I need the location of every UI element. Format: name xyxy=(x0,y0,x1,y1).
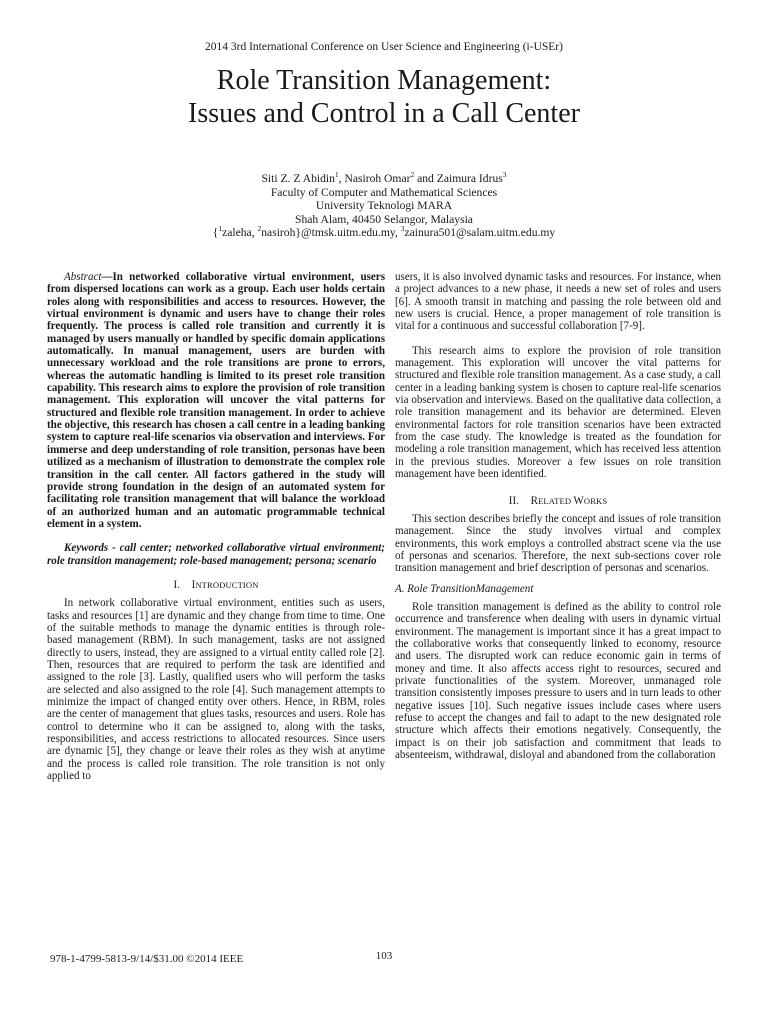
section-2-title-r: R xyxy=(530,494,539,507)
email-sup-2: 2 xyxy=(257,224,262,234)
page-number: 103 xyxy=(375,950,393,962)
section-2-title-r-rest: ELATED xyxy=(538,495,574,506)
email-sup-3: 3 xyxy=(400,224,405,234)
abstract-paragraph xyxy=(47,271,385,530)
email-2: nasiroh}@tmsk.uitm.edu.my, xyxy=(261,226,401,240)
section-2-number: II. xyxy=(508,494,520,507)
section-heading-introduction xyxy=(47,579,385,591)
email-3: zainura501@salam.uitm.edu.my xyxy=(404,226,556,240)
section-2-title-w-rest: ORKS xyxy=(583,495,608,506)
research-aim-paragraph: This research aims to explore the provision of role transition management. This exploration will uncover the vital patterns for structured and flexible role transition management. As a case study, a call center in a leading banking system is chosen to capture real-life scenarios via observation and interviews. Based on the qualitative data collection, a role transition management and its behavior are determined. Eleven environmental factors for role transition scenarios have been extracted from the case study. The knowledge is treated as the foundation for modeling a role transition management, which has received less attention in the previous studies. Moreover a few issues on role transition management have been identified. xyxy=(395,344,721,481)
title-line-1: Role Transition Management: xyxy=(216,65,552,96)
author-3: and Zaimura Idrus xyxy=(414,172,503,185)
email-sup-1: 1 xyxy=(218,224,223,234)
affiliation-address: Shah Alam, 40450 Selangor, Malaysia xyxy=(295,212,473,226)
keywords-body: - call center; networked collaborative virtual environment; role transition management; role-based management; persona; scenario xyxy=(47,542,385,567)
left-column xyxy=(47,271,385,782)
author-1: Siti Z. Z Abidin xyxy=(261,172,335,185)
email-1: zaleha, xyxy=(222,226,258,240)
subsection-heading-role-transition: A. Role TransitionManagement xyxy=(395,582,534,595)
abstract-body: —In networked collaborative virtual environment, users from dispersed locations can work as a group. Each user holds certain roles along with responsibilities and access to resources. However, the virtual environment is dynamic and users have to change their roles frequently. The process is called role transition and currently it is managed by users manually or handled by specific domain applications automatically. In manual management, users are burden with unnecessary workload and the role transitions are prone to errors, whereas the automatic handling is limited to its preset role transition capability. This research aims to explore the provision of role transition management. This exploration will uncover the vital patterns for structured and flexible role transition management. In order to achieve the objective, this research has chosen a call centre in a leading banking system to capture real-life scenarios via observation and interviews. For immerse and deep understanding of role transition, personas have been utilized as a mechanism of illustration to demonstrate the complex role transition in the call center. All factors gathered in the study will provide strong foundation in the design of an automated system for facilitating role transition management that will balance the workload of an authorized human and an automatic programmable technical element in a system. xyxy=(47,271,385,530)
author-2: , Nasiroh Omar xyxy=(338,172,411,185)
role-transition-paragraph: Role transition management is defined as the ability to control role occurrence and transference when dealing with users in dynamic virtual environment. The management is important since it has a great impact to the collaborative works that consequently linked to economy, resource and users. The disrupted work can reduce economic gain in terms of money and time. It also affects access right to resources, secured and private functionalities of the system. Moreover, unmanaged role transition consistently imposes pressure to users and in turn leads to other negative issues [10]. Such negative issues include cases where users refuse to accept the changes and fail to adapt to the new designated role structure which affects their emotions negatively. Consequently, the impact is on their job satisfaction and commitment that leads to absenteeism, withdrawal, disloyal and abandoned from the collaboration xyxy=(395,600,721,762)
affiliation-university: University Teknologi MARA xyxy=(315,199,453,213)
author-block xyxy=(0,172,768,240)
section-1-title-rest: NTRODUCTION xyxy=(195,579,259,590)
keywords-lead: Keywords xyxy=(64,542,109,555)
email-brace: { xyxy=(212,226,219,240)
keywords-paragraph xyxy=(47,542,385,567)
related-works-paragraph: This section describes briefly the concept and issues of role transition management. Since the study involves virtual and complex environments, this work employs a controlled abstract scene via the use of personas and scenarios. Therefore, the next sub-sections cover role transition management and brief description of personas and scenarios. xyxy=(395,512,721,575)
section-2-title-w: W xyxy=(573,494,584,507)
intro-continuation-paragraph: users, it is also involved dynamic tasks and resources. For instance, when a project advances to a new phase, it needs a new set of roles and users [6]. A smooth transit in matching and passing the role between old and new users is crucial. Hence, a proper management of role transition is vital for a continuous and successful collaboration [7-9]. xyxy=(395,271,721,333)
title-line-2: Issues and Control in a Call Center xyxy=(188,98,580,129)
section-1-number: I. xyxy=(173,578,181,591)
footer-isbn: 978-1-4799-5813-9/14/$31.00 ©2014 IEEE xyxy=(50,953,244,965)
abstract-lead: Abstract xyxy=(64,271,102,283)
author-3-sup: 3 xyxy=(502,170,507,180)
section-heading-related-works xyxy=(395,495,721,507)
affiliation-faculty: Faculty of Computer and Mathematical Sciences xyxy=(270,185,498,199)
author-2-sup: 2 xyxy=(410,170,415,180)
introduction-paragraph: In network collaborative virtual environment, entities such as users, tasks and resources [1] are dynamic and they change from time to time. One of the suitable methods to manage the dynamic entities is through role-based management (RBM). In such management, tasks are not assigned directly to users, instead, they are assigned to a virtual entity called role [2]. Then, resources that are required to perform the task are identified and assigned to the role [3]. Lastly, qualified users who will perform the tasks are selected and also assigned to the role [4]. Such management attempts to minimize the impact of changed entity over others. Hence, in RBM, roles are the center of management that glues tasks, resources and users. Role has control to determine who it can be assigned to, along with the tasks, responsibilities, and access restrictions to allocated resources. Since users are dynamic [5], they change or leave their roles as they wish at anytime and the process is called role transition. The role transition is not only applied to xyxy=(47,597,385,783)
author-names xyxy=(0,172,768,186)
right-column xyxy=(395,271,721,761)
paper-title xyxy=(0,64,768,130)
author-1-sup: 1 xyxy=(334,170,339,180)
section-1-title-initial: I xyxy=(191,578,196,591)
conference-header: 2014 3rd International Conference on User Science and Engineering (i-USEr) xyxy=(205,41,563,53)
author-emails xyxy=(0,226,768,240)
